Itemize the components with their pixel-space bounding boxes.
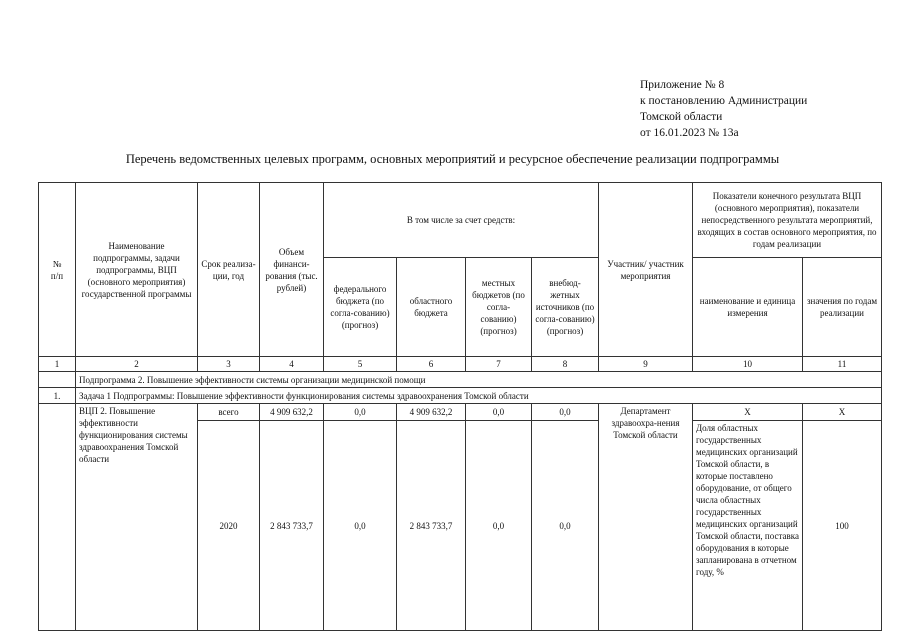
vcp-2020-extra: 0,0	[532, 421, 599, 631]
header-participant: Участник/ участник мероприятия	[599, 183, 693, 357]
vcp-2020-value: 100	[803, 421, 882, 631]
vcp-2020-federal: 0,0	[324, 421, 397, 631]
subprogram-row	[39, 372, 882, 388]
header-name: Наименование подпрограммы, задачи подпрограммы, ВЦП (основного мероприятия) государственной программы	[76, 183, 198, 357]
column-number-row	[39, 357, 882, 372]
vcp-2020-volume: 2 843 733,7	[260, 421, 324, 631]
vcp-total-federal: 0,0	[324, 404, 397, 421]
vcp-total-regional: 4 909 632,2	[397, 404, 466, 421]
vcp-total-row	[39, 404, 882, 421]
col-number: 4	[260, 357, 324, 372]
vcp-total-period: всего	[198, 404, 260, 421]
vcp-2020-local: 0,0	[466, 421, 532, 631]
vcp-participant: Департамент здравоохра-нения Томской области	[599, 404, 693, 631]
subprogram-number-cell	[39, 372, 76, 388]
vcp-total-indicator: Х	[693, 404, 803, 421]
col-number: 9	[599, 357, 693, 372]
col-number: 2	[76, 357, 198, 372]
annex-line-3: Томской области	[640, 111, 723, 123]
vcp-total-local: 0,0	[466, 404, 532, 421]
header-indicator-name: наименование и единица измерения	[693, 258, 803, 357]
header-indicator-value: значения по годам реализации	[803, 258, 882, 357]
task-number: 1.	[39, 388, 76, 404]
col-number: 11	[803, 357, 882, 372]
subprogram-title: Подпрограмма 2. Повышение эффективности системы организации медицинской помощи	[76, 372, 882, 388]
document-title: Перечень ведомственных целевых программ, основных мероприятий и ресурсное обеспечение реализации подпрограммы	[125, 152, 780, 166]
task-title: Задача 1 Подпрограммы: Повышение эффективности функционирования системы здравоохранения Томской области	[76, 388, 882, 404]
col-number: 5	[324, 357, 397, 372]
header-indicators-group: Показатели конечного результата ВЦП (основного мероприятия), показатели непосредственного результата мероприятий, входящих в состав основного мероприятия, по годам реализации	[693, 183, 882, 258]
header-regional: областного бюджета	[397, 258, 466, 357]
task-row	[39, 388, 882, 404]
header-number: № п/п	[39, 183, 76, 357]
col-number: 7	[466, 357, 532, 372]
col-number: 8	[532, 357, 599, 372]
col-number: 1	[39, 357, 76, 372]
annex-block	[640, 77, 807, 141]
vcp-2020-regional: 2 843 733,7	[397, 421, 466, 631]
program-table	[38, 182, 882, 631]
vcp-2020-indicator: Доля областных государственных медицинских организаций Томской области, в которые поставлено оборудование, от общего числа областных государственных медицинских организаций Томской области, поставка оборудования в которые запланирована в отчетном году, %	[693, 421, 803, 631]
vcp-2020-period: 2020	[198, 421, 260, 631]
header-local: местных бюджетов (по согла-сованию) (прогноз)	[466, 258, 532, 357]
header-extra: внебюд-жетных источников (по согла-сованию) (прогноз)	[532, 258, 599, 357]
vcp-total-value: Х	[803, 404, 882, 421]
col-number: 10	[693, 357, 803, 372]
vcp-number-cell	[39, 404, 76, 631]
header-period: Срок реализа-ции, год	[198, 183, 260, 357]
vcp-name: ВЦП 2. Повышение эффективности функционирования системы здравоохранения Томской области	[76, 404, 198, 631]
header-volume: Объем финанси-рования (тыс. рублей)	[260, 183, 324, 357]
annex-line-1: Приложение № 8	[640, 79, 725, 91]
col-number: 3	[198, 357, 260, 372]
header-sources-group: В том числе за счет средств:	[324, 183, 599, 258]
vcp-total-volume: 4 909 632,2	[260, 404, 324, 421]
vcp-total-extra: 0,0	[532, 404, 599, 421]
annex-line-2: к постановлению Администрации	[640, 95, 808, 107]
annex-line-4: от 16.01.2023 № 13а	[640, 127, 739, 139]
header-federal: федерального бюджета (по согла-сованию) (прогноз)	[324, 258, 397, 357]
col-number: 6	[397, 357, 466, 372]
